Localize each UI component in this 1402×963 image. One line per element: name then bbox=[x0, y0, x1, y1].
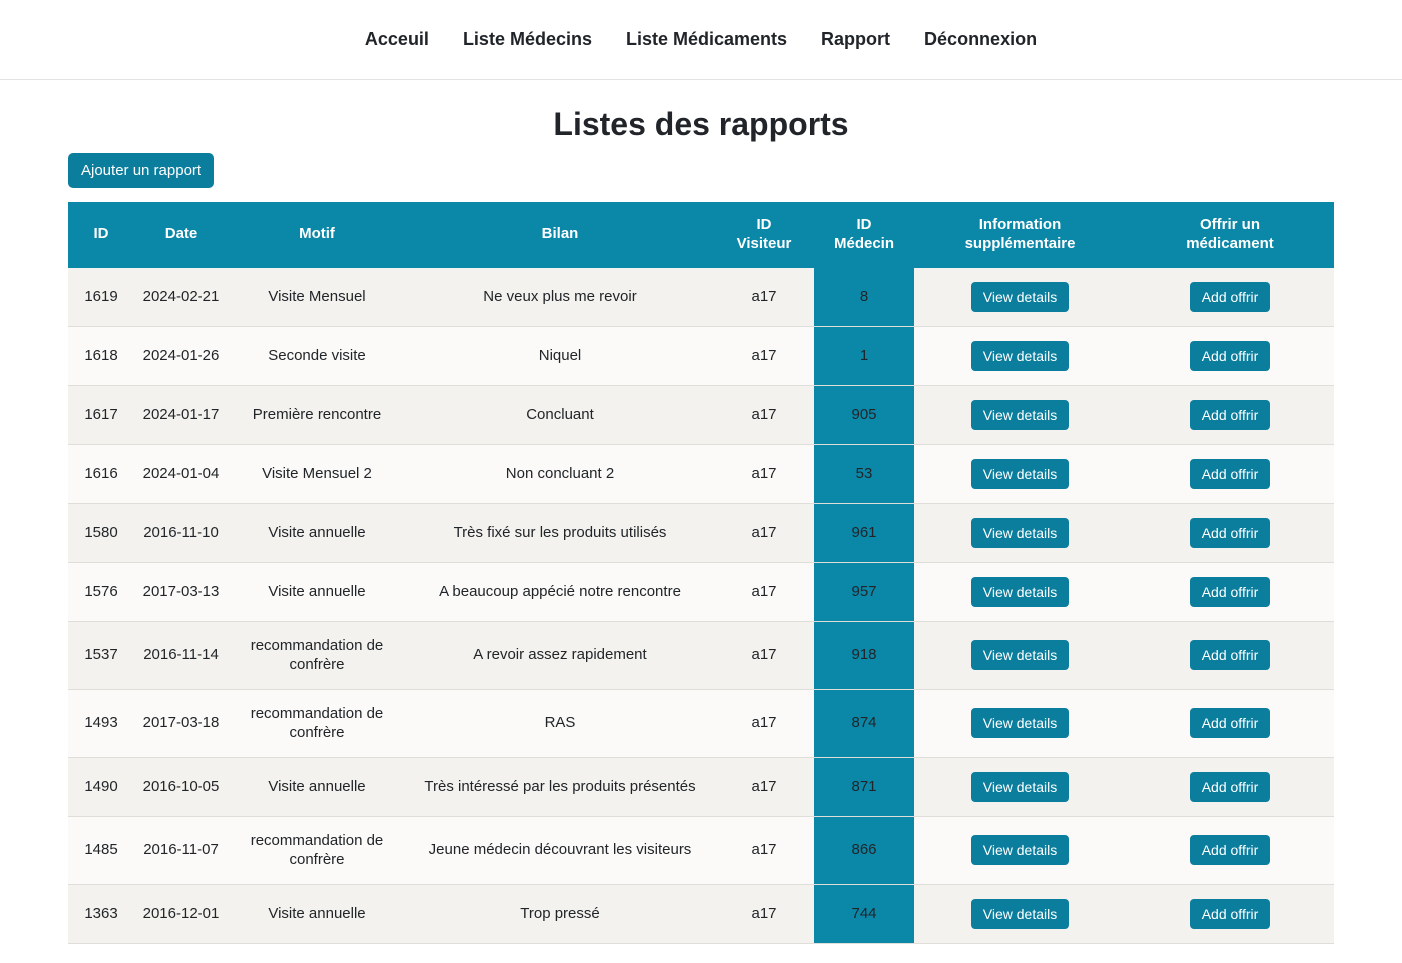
view-details-button[interactable]: View details bbox=[971, 282, 1069, 312]
table-header-row bbox=[68, 202, 1334, 268]
cell-offrir bbox=[1126, 268, 1334, 327]
cell-bilan: Non concluant 2 bbox=[406, 444, 714, 503]
cell-id-medecin: 8 bbox=[814, 268, 914, 327]
cell-id-visiteur: a17 bbox=[714, 503, 814, 562]
cell-offrir bbox=[1126, 884, 1334, 943]
col-header-id-medecin-line2: Médecin bbox=[833, 234, 894, 252]
add-offrir-button[interactable]: Add offrir bbox=[1190, 772, 1271, 802]
cell-id-medecin: 905 bbox=[814, 385, 914, 444]
add-offrir-button[interactable]: Add offrir bbox=[1190, 577, 1271, 607]
add-offrir-button[interactable]: Add offrir bbox=[1190, 282, 1271, 312]
table-row bbox=[68, 816, 1334, 884]
cell-offrir bbox=[1126, 326, 1334, 385]
table-row bbox=[68, 326, 1334, 385]
cell-offrir bbox=[1126, 689, 1334, 757]
cell-date: 2017-03-18 bbox=[134, 689, 228, 757]
add-offrir-button[interactable]: Add offrir bbox=[1190, 459, 1271, 489]
view-details-button[interactable]: View details bbox=[971, 772, 1069, 802]
view-details-button[interactable]: View details bbox=[971, 400, 1069, 430]
cell-date: 2016-11-10 bbox=[134, 503, 228, 562]
cell-date: 2016-12-01 bbox=[134, 884, 228, 943]
cell-date: 2024-02-21 bbox=[134, 268, 228, 327]
col-header-motif: Motif bbox=[228, 202, 406, 268]
cell-offrir bbox=[1126, 444, 1334, 503]
reports-table bbox=[68, 202, 1334, 944]
cell-information bbox=[914, 503, 1126, 562]
cell-bilan: Niquel bbox=[406, 326, 714, 385]
cell-bilan: Très intéressé par les produits présentés bbox=[406, 757, 714, 816]
table-row bbox=[68, 444, 1334, 503]
add-offrir-button[interactable]: Add offrir bbox=[1190, 835, 1271, 865]
cell-bilan: Très fixé sur les produits utilisés bbox=[406, 503, 714, 562]
col-header-date: Date bbox=[134, 202, 228, 268]
col-header-offrir-line1: Offrir un bbox=[1200, 216, 1260, 233]
nav-link-liste-medecins[interactable]: Liste Médecins bbox=[462, 29, 592, 49]
cell-id-visiteur: a17 bbox=[714, 884, 814, 943]
cell-id: 1618 bbox=[68, 326, 134, 385]
cell-id: 1580 bbox=[68, 503, 134, 562]
col-header-information-line2: supplémentaire bbox=[964, 234, 1076, 252]
main-navigation bbox=[0, 0, 1402, 80]
add-offrir-button[interactable]: Add offrir bbox=[1190, 400, 1271, 430]
cell-offrir bbox=[1126, 757, 1334, 816]
cell-motif: Première rencontre bbox=[228, 385, 406, 444]
cell-id: 1616 bbox=[68, 444, 134, 503]
table-row bbox=[68, 884, 1334, 943]
cell-id-visiteur: a17 bbox=[714, 816, 814, 884]
cell-id: 1493 bbox=[68, 689, 134, 757]
cell-id-medecin: 961 bbox=[814, 503, 914, 562]
table-row bbox=[68, 503, 1334, 562]
cell-information bbox=[914, 444, 1126, 503]
cell-motif: Visite annuelle bbox=[228, 503, 406, 562]
nav-links bbox=[365, 29, 1037, 50]
nav-link-rapport[interactable]: Rapport bbox=[821, 29, 891, 49]
add-report-button[interactable]: Ajouter un rapport bbox=[68, 153, 214, 188]
cell-id-visiteur: a17 bbox=[714, 757, 814, 816]
cell-information bbox=[914, 326, 1126, 385]
view-details-button[interactable]: View details bbox=[971, 341, 1069, 371]
cell-id-visiteur: a17 bbox=[714, 268, 814, 327]
cell-information bbox=[914, 268, 1126, 327]
cell-motif: Visite Mensuel bbox=[228, 268, 406, 327]
col-header-information bbox=[914, 202, 1126, 268]
add-offrir-button[interactable]: Add offrir bbox=[1190, 708, 1271, 738]
page-title: Listes des rapports bbox=[553, 106, 849, 142]
col-header-id-medecin bbox=[814, 202, 914, 268]
cell-id-medecin: 53 bbox=[814, 444, 914, 503]
cell-date: 2024-01-17 bbox=[134, 385, 228, 444]
cell-id-medecin: 1 bbox=[814, 326, 914, 385]
col-header-id-visiteur-line2: Visiteur bbox=[736, 234, 792, 252]
cell-id-visiteur: a17 bbox=[714, 689, 814, 757]
add-offrir-button[interactable]: Add offrir bbox=[1190, 899, 1271, 929]
cell-bilan: A beaucoup appécié notre rencontre bbox=[406, 562, 714, 621]
col-header-id-medecin-line1: ID bbox=[856, 216, 872, 233]
cell-motif: Seconde visite bbox=[228, 326, 406, 385]
cell-bilan: Concluant bbox=[406, 385, 714, 444]
cell-motif: recommandation de confrère bbox=[228, 816, 406, 884]
col-header-information-line1: Information bbox=[978, 216, 1062, 233]
cell-id-visiteur: a17 bbox=[714, 385, 814, 444]
cell-id-visiteur: a17 bbox=[714, 444, 814, 503]
cell-motif: Visite annuelle bbox=[228, 884, 406, 943]
cell-id-medecin: 871 bbox=[814, 757, 914, 816]
table-row bbox=[68, 621, 1334, 689]
cell-date: 2024-01-26 bbox=[134, 326, 228, 385]
add-offrir-button[interactable]: Add offrir bbox=[1190, 341, 1271, 371]
view-details-button[interactable]: View details bbox=[971, 459, 1069, 489]
cell-date: 2016-11-14 bbox=[134, 621, 228, 689]
cell-date: 2016-10-05 bbox=[134, 757, 228, 816]
cell-bilan: RAS bbox=[406, 689, 714, 757]
col-header-offrir bbox=[1126, 202, 1334, 268]
view-details-button[interactable]: View details bbox=[971, 577, 1069, 607]
cell-id: 1537 bbox=[68, 621, 134, 689]
cell-information bbox=[914, 757, 1126, 816]
view-details-button[interactable]: View details bbox=[971, 640, 1069, 670]
cell-id: 1617 bbox=[68, 385, 134, 444]
cell-motif: recommandation de confrère bbox=[228, 621, 406, 689]
col-header-id-visiteur-line1: ID bbox=[756, 216, 772, 233]
cell-offrir bbox=[1126, 621, 1334, 689]
cell-information bbox=[914, 689, 1126, 757]
cell-id-medecin: 957 bbox=[814, 562, 914, 621]
nav-link-deconnexion[interactable]: Déconnexion bbox=[924, 29, 1038, 49]
col-header-id: ID bbox=[68, 202, 134, 268]
cell-information bbox=[914, 385, 1126, 444]
cell-date: 2017-03-13 bbox=[134, 562, 228, 621]
cell-id: 1363 bbox=[68, 884, 134, 943]
cell-id: 1490 bbox=[68, 757, 134, 816]
cell-id-visiteur: a17 bbox=[714, 621, 814, 689]
cell-bilan: Ne veux plus me revoir bbox=[406, 268, 714, 327]
reports-table-body bbox=[68, 268, 1334, 944]
cell-date: 2024-01-04 bbox=[134, 444, 228, 503]
cell-id: 1619 bbox=[68, 268, 134, 327]
cell-id-medecin: 866 bbox=[814, 816, 914, 884]
cell-offrir bbox=[1126, 385, 1334, 444]
cell-bilan: Trop pressé bbox=[406, 884, 714, 943]
cell-motif: Visite Mensuel 2 bbox=[228, 444, 406, 503]
cell-id-visiteur: a17 bbox=[714, 562, 814, 621]
cell-offrir bbox=[1126, 562, 1334, 621]
add-offrir-button[interactable]: Add offrir bbox=[1190, 640, 1271, 670]
col-header-bilan: Bilan bbox=[406, 202, 714, 268]
table-row bbox=[68, 757, 1334, 816]
view-details-button[interactable]: View details bbox=[971, 835, 1069, 865]
cell-id-medecin: 918 bbox=[814, 621, 914, 689]
table-row bbox=[68, 268, 1334, 327]
cell-offrir bbox=[1126, 503, 1334, 562]
table-row bbox=[68, 562, 1334, 621]
cell-offrir bbox=[1126, 816, 1334, 884]
cell-motif: Visite annuelle bbox=[228, 757, 406, 816]
cell-bilan: Jeune médecin découvrant les visiteurs bbox=[406, 816, 714, 884]
nav-link-liste-medicaments[interactable]: Liste Médicaments bbox=[625, 29, 788, 49]
cell-id-medecin: 874 bbox=[814, 689, 914, 757]
nav-link-acceuil[interactable]: Acceuil bbox=[364, 29, 429, 49]
table-row bbox=[68, 385, 1334, 444]
cell-information bbox=[914, 816, 1126, 884]
table-row bbox=[68, 689, 1334, 757]
cell-information bbox=[914, 562, 1126, 621]
col-header-id-visiteur bbox=[714, 202, 814, 268]
cell-information bbox=[914, 884, 1126, 943]
cell-motif: recommandation de confrère bbox=[228, 689, 406, 757]
add-offrir-button[interactable]: Add offrir bbox=[1190, 518, 1271, 548]
cell-id-visiteur: a17 bbox=[714, 326, 814, 385]
cell-id: 1576 bbox=[68, 562, 134, 621]
cell-motif: Visite annuelle bbox=[228, 562, 406, 621]
view-details-button[interactable]: View details bbox=[971, 899, 1069, 929]
view-details-button[interactable]: View details bbox=[971, 518, 1069, 548]
reports-table-header bbox=[68, 202, 1334, 268]
cell-bilan: A revoir assez rapidement bbox=[406, 621, 714, 689]
view-details-button[interactable]: View details bbox=[971, 708, 1069, 738]
cell-id: 1485 bbox=[68, 816, 134, 884]
cell-information bbox=[914, 621, 1126, 689]
cell-id-medecin: 744 bbox=[814, 884, 914, 943]
page-content bbox=[0, 153, 1402, 944]
col-header-offrir-line2: médicament bbox=[1186, 234, 1274, 252]
cell-date: 2016-11-07 bbox=[134, 816, 228, 884]
